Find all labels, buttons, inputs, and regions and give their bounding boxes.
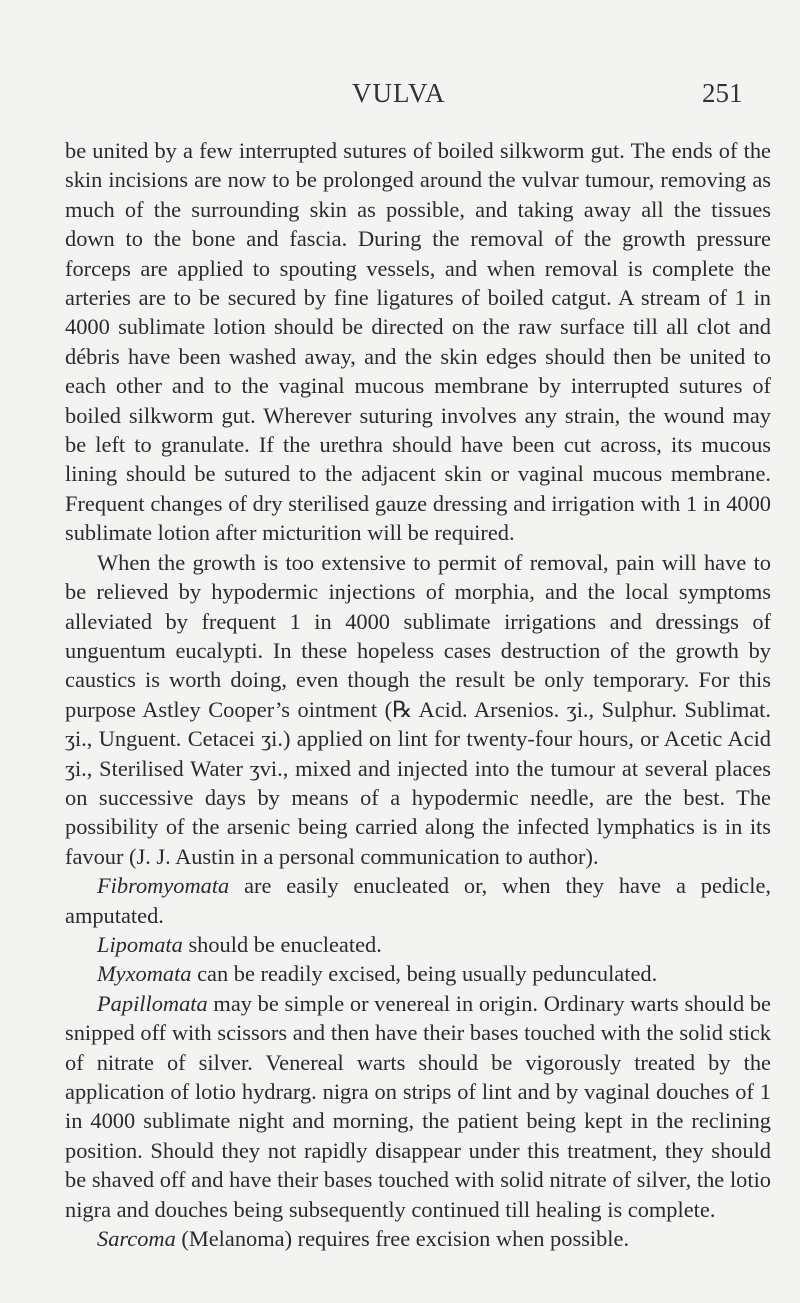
paragraph: [65, 871, 771, 930]
paragraph-lead-term: Papillomata: [97, 990, 208, 1016]
page-header: [0, 78, 800, 118]
paragraph-text: are easily enucleated or, when they have a pedicle, amputated.: [65, 873, 771, 928]
paragraph-lead-term: Fibromyomata: [97, 873, 230, 899]
paragraph-lead-term: Sarcoma: [97, 1226, 176, 1252]
paragraph: [65, 548, 771, 871]
paragraph: [65, 959, 771, 988]
paragraph: [65, 930, 771, 959]
paragraph: [65, 136, 771, 548]
paragraph-text: can be readily excised, being usually pedunculated.: [191, 961, 658, 987]
paragraph-text: (Melanoma) requires free excision when possible.: [175, 1226, 630, 1252]
paragraph: [65, 989, 771, 1224]
paragraph-text: be united by a few interrupted sutures of boiled silkworm gut. The ends of the skin incisions are now to be prolonged around the vulvar tumour, removing as much of the surrounding skin as possible, and taking away all the tissues down to the bone and fascia. During the removal of the growth pressure forceps are applied to spouting vessels, and when removal is complete the arteries are to be secured by fine ligatures of boiled catgut. A stream of 1 in 4000 sublimate lotion should be directed on the raw surface till all clot and débris have been washed away, and the skin edges should then be united to each other and to the vaginal mucous membrane by interrupted sutures of boiled silkworm gut. Wherever suturing involves any strain, the wound may be left to granulate. If the urethra should have been cut across, its mucous lining should be sutured to the adjacent skin or vaginal mucous membrane. Frequent changes of dry sterilised gauze dressing and irrigation with 1 in 4000 sublimate lotion after micturition will be required.: [65, 138, 771, 546]
paragraph-text: may be simple or venereal in origin. Ordinary warts should be snipped off with scissors and then have their bases touched with the solid stick of nitrate of silver. Venereal warts should be vigorously treated by the application of lotio hydrarg. nigra on strips of lint and by vaginal douches of 1 in 4000 sublimate night and morning, the patient being kept in the reclining position. Should they not rapidly disappear under this treatment, they should be shaved off and have their bases touched with solid nitrate of silver, the lotio nigra and douches being subsequently continued till healing is complete.: [65, 990, 771, 1222]
paragraph-lead-term: Lipomata: [97, 931, 183, 957]
paragraph: [65, 1224, 771, 1253]
page-number: 251: [702, 78, 743, 108]
running-head: VULVA: [352, 78, 446, 108]
body-text: [65, 136, 771, 1253]
paragraph-text: should be enucleated.: [182, 931, 382, 957]
paragraph-text: When the growth is too extensive to permit of removal, pain will have to be relieved by hypodermic injections of morphia, and the local symptoms alleviated by frequent 1 in 4000 sublimate irrigations and dressings of unguentum eucalypti. In these hopeless cases destruction of the growth by caustics is worth doing, even though the result be only temporary. For this purpose Astley Cooper’s ointment (℞ Acid. Arsenios. ʒi., Sulphur. Sublimat. ʒi., Unguent. Cetacei ʒi.) applied on lint for twenty-four hours, or Acetic Acid ʒi., Sterilised Water ʒvi., mixed and injected into the tumour at several places on successive days by means of a hypodermic needle, are the best. The possibility of the arsenic being carried along the infected lymphatics is in its favour (J. J. Austin in a personal communication to author).: [65, 549, 771, 869]
paragraph-lead-term: Myxomata: [97, 961, 192, 987]
